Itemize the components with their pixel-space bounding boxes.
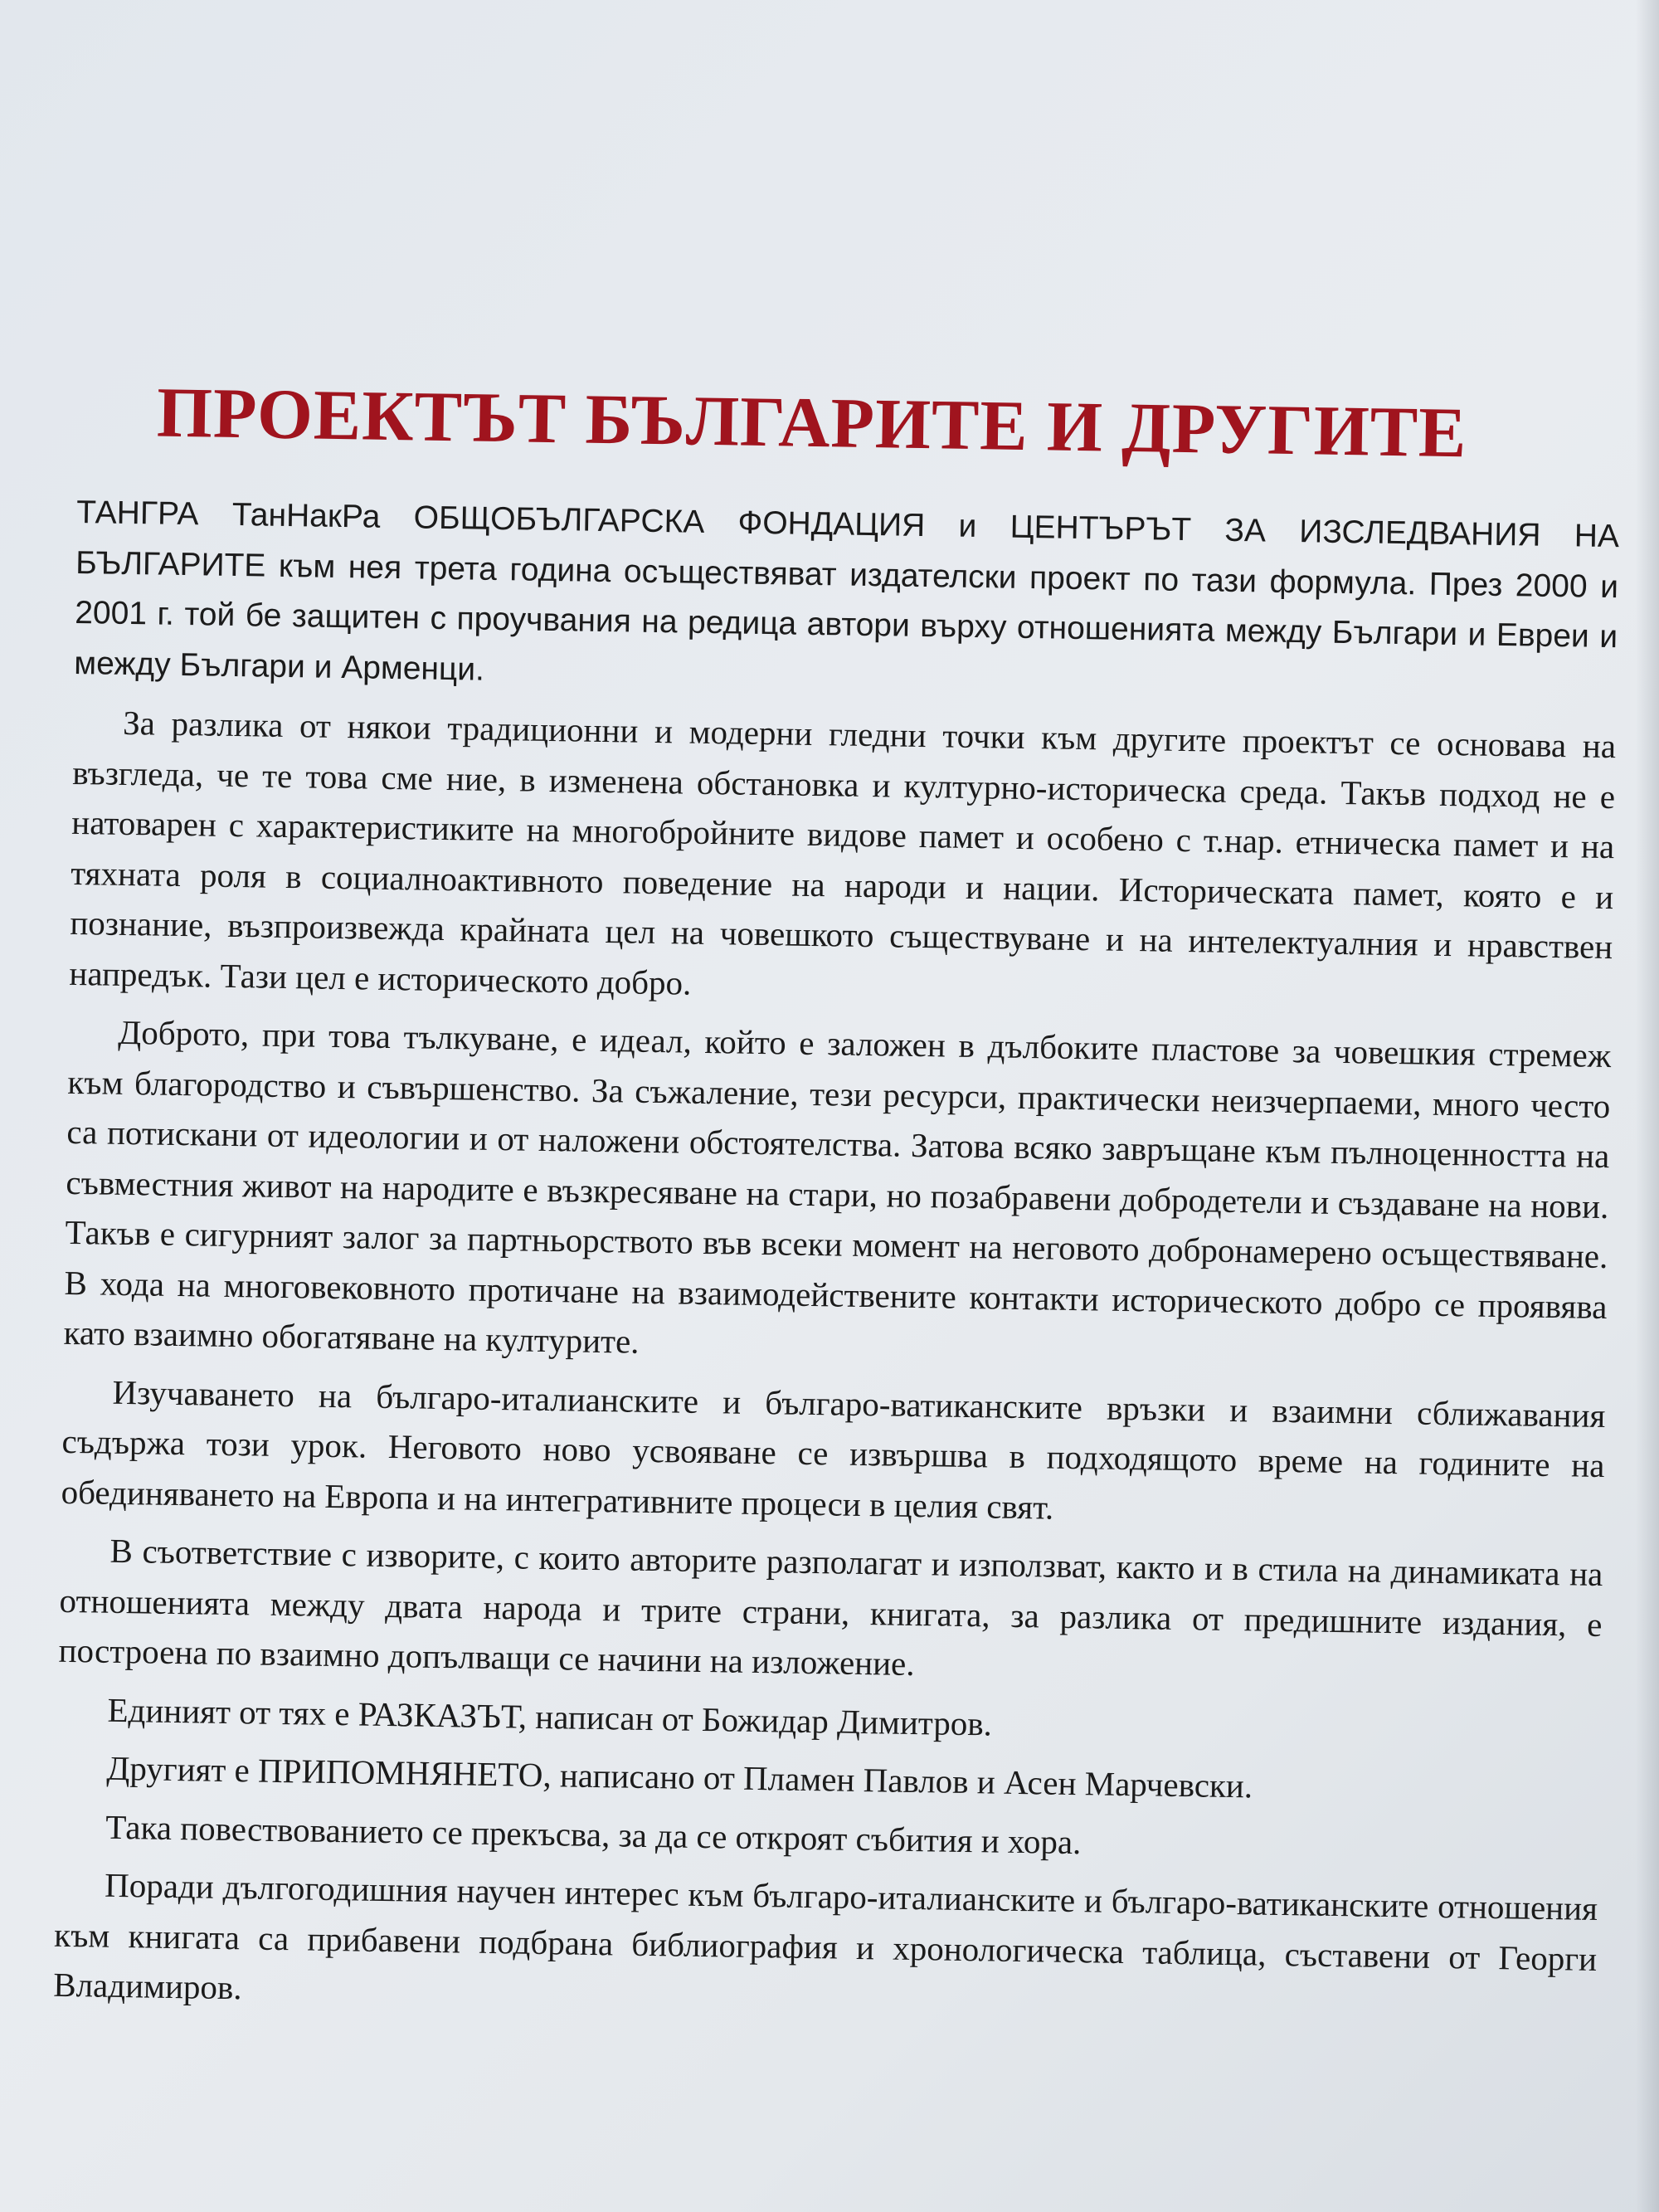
body-text [53, 488, 1620, 2034]
paragraph-intro: ТАНГРА ТанНакРа ОБЩОБЪЛГАРСКА ФОНДАЦИЯ и ЦЕНТЪРЪТ ЗА ИЗСЛЕДВАНИЯ НА БЪЛГАРИТЕ към нея трета година осъществяват издателски проект по тази формула. През 2000 и 2001 г. той бе защитен с проучвания на редица автори върху отношенията между Българи и Евреи и между Българи и Арменци. [74, 494, 1620, 688]
paragraph-narrative: Така повествованието се прекъсва, за да се откроят събития и хора. [105, 1807, 1082, 1861]
page-edge-shadow [1636, 0, 1659, 2212]
page-title: ПРОЕКТЪТ БЪЛГАРИТЕ И ДРУГИТЕ [156, 372, 1468, 473]
paragraph-study: Изучаването на българо-италианските и българо-ватиканските връзки и взаимни сближавания съдържа този урок. Неговото ново усвояване се извършва в подходящото време на годините на обединяването на Европа и на интегративните процеси в целия свят. [61, 1372, 1606, 1527]
paragraph-bibliography: Поради дългогодишния научен интерес към българо-италианските и българо-ватиканските отношения към книгата са прибавени подбрана библиография и хронологическа таблица, съставени от Георги Владимиров. [52, 1865, 1598, 2007]
paragraph-approach: За разлика от някои традиционни и модерни гледни точки към другите проектът се основава на възгледа, че те това сме ние, в изменена обстановка и културно-историческа среда. Такъв подход не е натоварен с характеристиките на многобройните видове памет и особено с т.нар. етническа памет и на тяхната роля в социалноактивното поведение на народи и нации. Историческата памет, която е и познание, възпроизвежда крайната цел на човешкото съществуване и на интелектуалния и нравствен напредък. Тази цел е историческото добро. [69, 703, 1617, 1002]
paragraph-sources: В съответствие с изворите, с които авторите разполагат и използват, както и в стила на динамиката на отношенията между двата народа и трите страни, книгата, за разлика от предишните издания, е построена по взаимно допълващи се начини на изложение. [58, 1531, 1603, 1683]
paragraph-story: Единият от тях е РАЗКАЗЪТ, написан от Божидар Димитров. [107, 1690, 993, 1742]
paragraph-good: Доброто, при това тълкуване, е идеал, който е заложен в дълбоките пластове за човешкия стремеж към благородство и съвършенство. За съжаление, тези ресурси, практически неизчерпаеми, много често са потискани от идеологии и от наложени обстоятелства. Затова всяко завръщане към пълноценността на съвместния живот на народите е възкресяване на стари, но позабравени добродетели и създаване на нови. Такъв е сигурният залог за партньорството във всеки момент на неговото добронамерено осъществяване. В хода на многовековното протичане на взаимодействените контакти историческото добро се проявява като взаимно обогатяване на културите. [63, 1012, 1612, 1361]
paragraph-recollection: Другият е ПРИПОМНЯНЕТО, написано от Пламен Павлов и Асен Марчевски. [106, 1748, 1253, 1805]
page-content [53, 365, 1622, 2042]
